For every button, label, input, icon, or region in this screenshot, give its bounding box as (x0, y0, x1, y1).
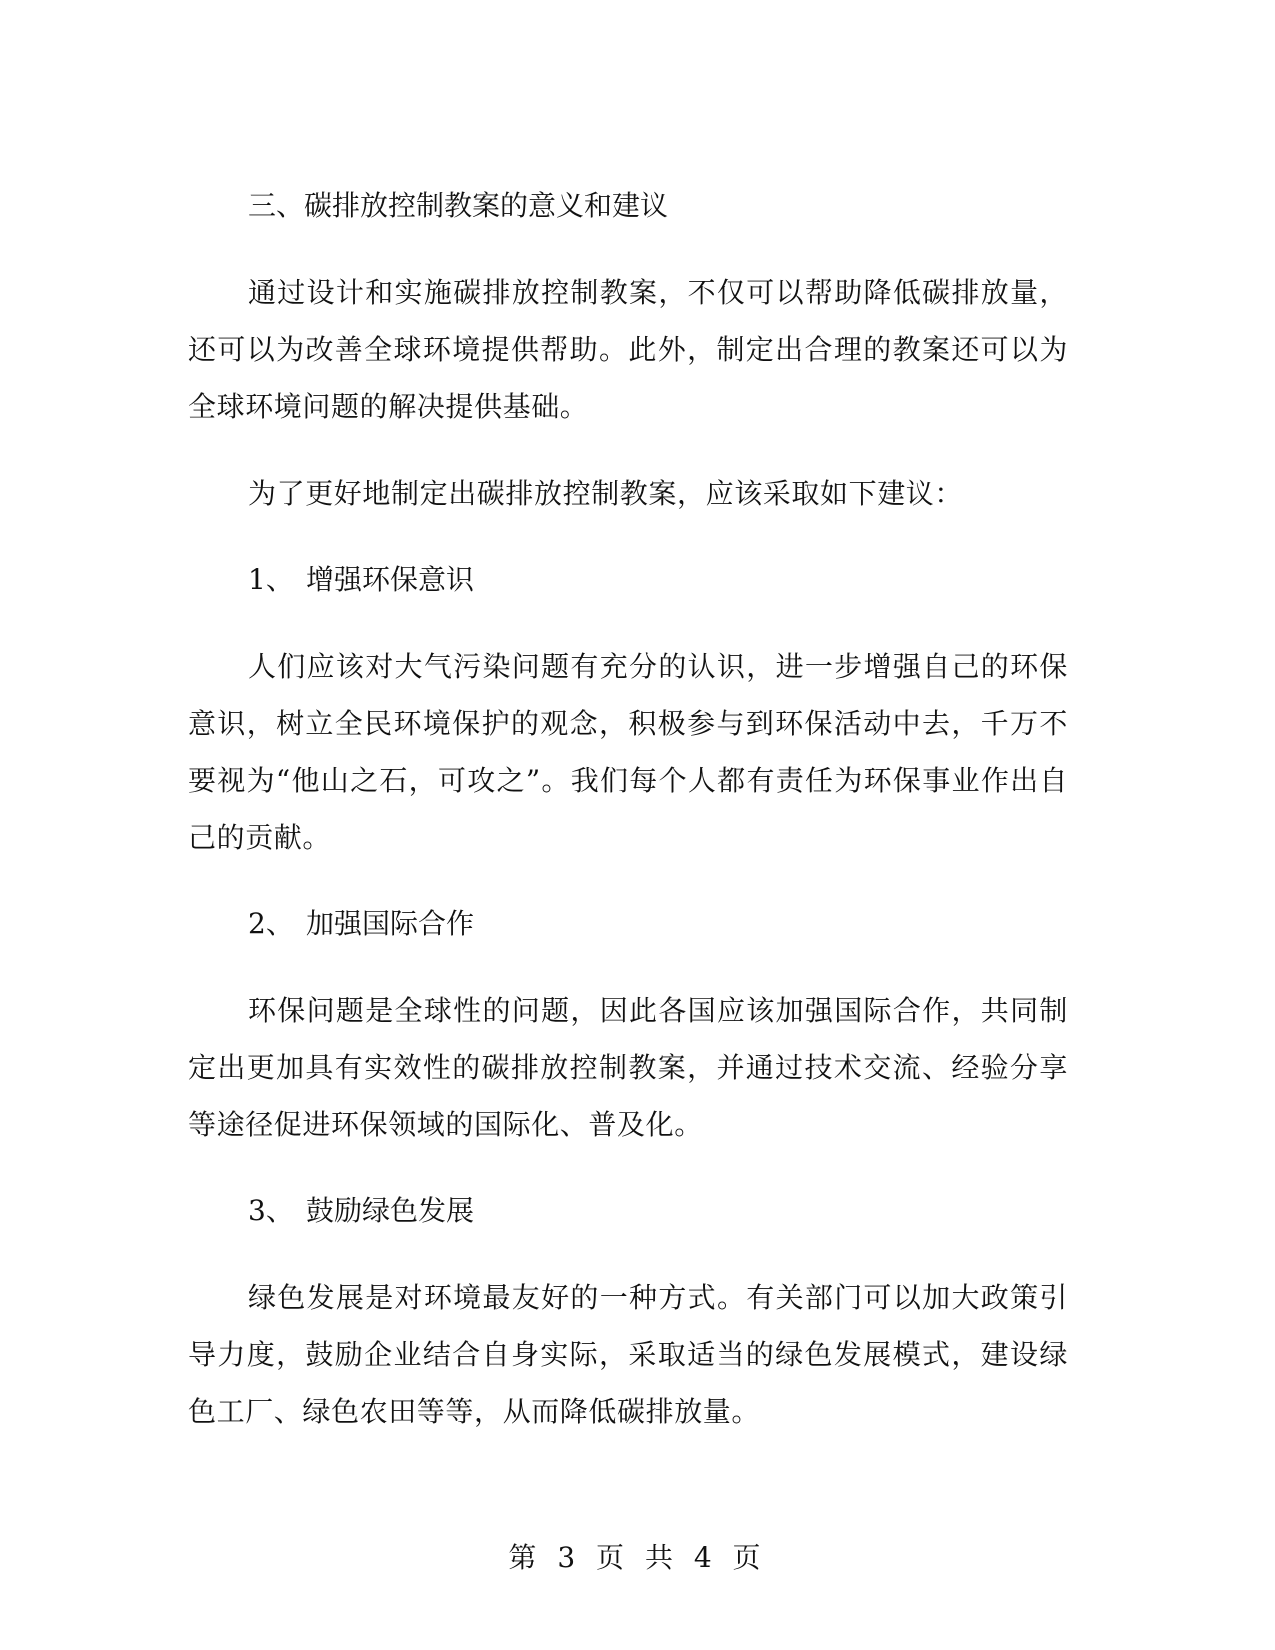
item-3-number: 3、 (248, 1194, 294, 1227)
item-2-heading (188, 896, 1068, 952)
item-3-title: 鼓励绿色发展 (306, 1194, 475, 1227)
suggestion-lead: 为了更好地制定出碳排放控制教案，应该采取如下建议： (248, 477, 964, 510)
item-1-heading (188, 552, 1068, 608)
intro-paragraph: 通过设计和实施碳排放控制教案，不仅可以帮助降低碳排放量，还可以为改善全球环境提供帮助。此外，制定出合理的教案还可以为全球环境问题的解决提供基础。 (188, 276, 1068, 423)
item-1-body: 人们应该对大气污染问题有充分的认识，进一步增强自己的环保意识，树立全民环境保护的观念，积极参与到环保活动中去，千万不要视为“他山之石，可攻之”。我们每个人都有责任为环保事业作出自己的贡献。 (188, 650, 1068, 854)
page-footer: 第 3 页 共 4 页 (508, 1541, 767, 1574)
item-2-number: 2、 (248, 907, 294, 940)
item-2-body: 环保问题是全球性的问题，因此各国应该加强国际合作，共同制定出更加具有实效性的碳排放控制教案，并通过技术交流、经验分享等途径促进环保领域的国际化、普及化。 (188, 994, 1068, 1141)
section-heading: 三、碳排放控制教案的意义和建议 (248, 189, 669, 222)
page-content (188, 178, 1068, 1470)
item-2-title: 加强国际合作 (306, 907, 475, 940)
item-3-heading (188, 1183, 1068, 1239)
item-1-title: 增强环保意识 (306, 563, 475, 596)
item-1-number: 1、 (248, 563, 294, 596)
item-3-body: 绿色发展是对环境最友好的一种方式。有关部门可以加大政策引导力度，鼓励企业结合自身实际，采取适当的绿色发展模式，建设绿色工厂、绿色农田等等，从而降低碳排放量。 (188, 1281, 1068, 1428)
